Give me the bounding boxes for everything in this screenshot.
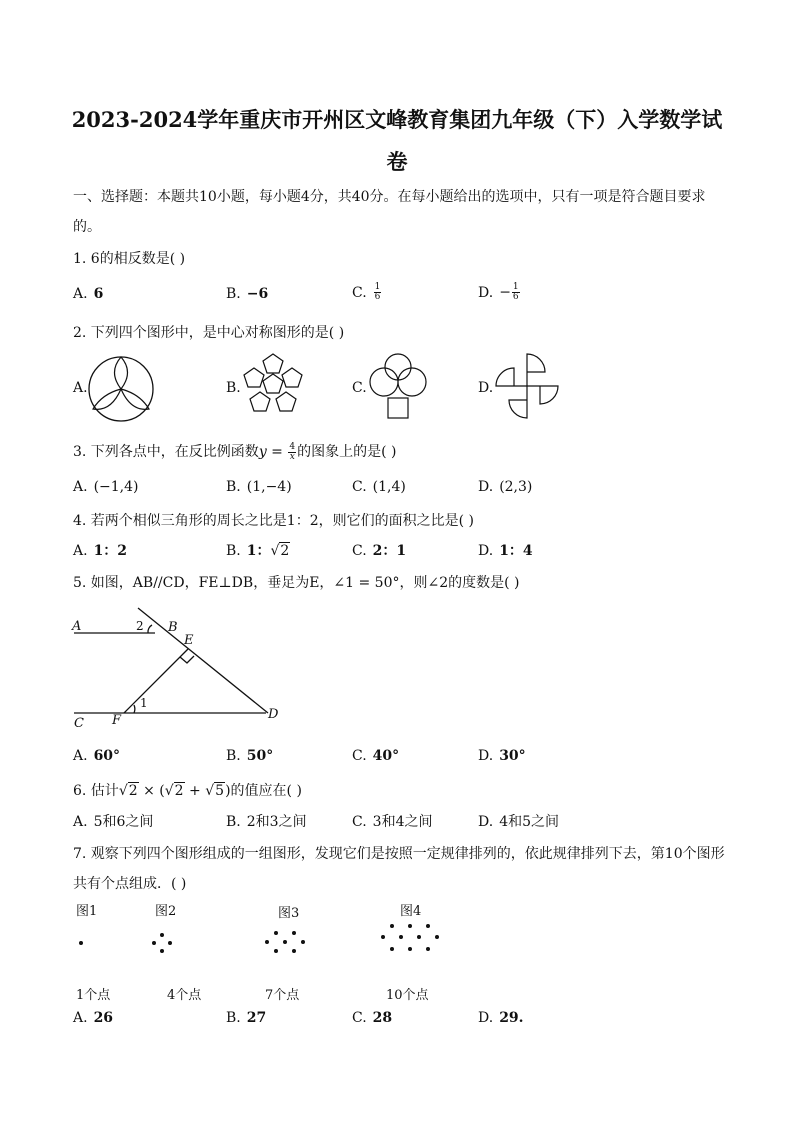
question-3-option-c[interactable]	[352, 479, 406, 495]
option-value: 6	[93, 286, 104, 302]
option-value: 3和4之间	[372, 814, 433, 830]
question-2-option-b-label[interactable]: B.	[226, 380, 241, 396]
question-3-option-a[interactable]	[73, 479, 138, 495]
option-label: D.	[478, 479, 494, 495]
page-title-line2: 卷	[386, 149, 408, 174]
option-value: 1：	[246, 543, 271, 559]
option-label: C.	[352, 1010, 367, 1026]
fraction-denominator: x	[289, 451, 295, 462]
question-7-option-a[interactable]	[73, 1010, 113, 1026]
option-label: A.	[73, 286, 88, 302]
fraction	[374, 283, 382, 302]
fraction	[512, 283, 520, 302]
option-label: B.	[226, 286, 241, 302]
option-value: 40°	[372, 748, 400, 764]
option-value: 2和3之间	[246, 814, 307, 830]
option-value: 28	[372, 1010, 393, 1026]
question-7-option-c[interactable]	[352, 1010, 392, 1026]
question-6-option-b[interactable]	[226, 811, 307, 831]
question-3-stem	[73, 441, 396, 462]
sqrt-radicand: 5	[215, 783, 225, 799]
question-1-option-c[interactable]	[352, 283, 382, 302]
figure-4-title: 图4	[400, 904, 422, 919]
question-5-stem: 5. 如图，AB//CD，FE⊥DB，垂足为E，∠1 = 50°，则∠2的度数是( )	[73, 575, 520, 591]
question-1-stem: 1. 6的相反数是( )	[73, 251, 186, 267]
question-5-option-c[interactable]	[352, 748, 399, 764]
option-label: C.	[352, 543, 367, 559]
option-label: B.	[226, 814, 241, 830]
option-value: 2：1	[372, 543, 407, 559]
fraction-denominator: 6	[374, 292, 381, 302]
label-a: A	[72, 619, 82, 634]
question-5-option-b[interactable]	[226, 748, 273, 764]
label-angle-1: 1	[140, 696, 148, 710]
option-value: (1,−4)	[246, 479, 292, 495]
question-6-option-c[interactable]	[352, 811, 433, 831]
option-label: D.	[478, 543, 494, 559]
question-3-option-d[interactable]	[478, 479, 532, 495]
question-7-option-b[interactable]	[226, 1010, 266, 1026]
question-1-option-b[interactable]	[226, 286, 268, 302]
question-7-stem-line2: 共有个点组成．( )	[73, 876, 187, 892]
label-d: D	[268, 707, 279, 722]
stem-text: )的值应在( )	[225, 783, 302, 799]
page-title-line1: 2023-2024学年重庆市开州区文峰教育集团九年级（下）入学数学试	[71, 107, 723, 132]
question-5-option-d[interactable]	[478, 748, 526, 764]
option-label: A.	[73, 543, 88, 559]
fraction-numerator: 1	[512, 282, 519, 292]
option-value: 30°	[499, 748, 526, 764]
figure-1-dots	[79, 941, 83, 945]
figure-3-dots	[265, 931, 305, 953]
figure-2-caption: 4个点	[167, 988, 202, 1003]
option-value: 50°	[246, 748, 274, 764]
question-4-option-a[interactable]	[73, 540, 127, 560]
minus-sign: −	[499, 284, 511, 301]
option-value: (2,3)	[499, 479, 533, 495]
question-4-option-d[interactable]	[478, 540, 533, 560]
circle-three-petals-figure	[86, 354, 156, 424]
figure-4-dots	[381, 924, 439, 951]
fraction-denominator: 6	[512, 292, 519, 302]
pinwheel-figure	[494, 352, 560, 420]
label-angle-2: 2	[136, 619, 144, 633]
option-label: D.	[478, 748, 494, 764]
question-2-stem: 2. 下列四个图形中，是中心对称图形的是( )	[73, 325, 345, 341]
label-f: F	[112, 713, 122, 728]
plus-sign: +	[184, 783, 206, 799]
option-value: (1,4)	[372, 479, 406, 495]
option-label: A.	[73, 748, 88, 764]
figure-1-caption: 1个点	[76, 988, 111, 1003]
question-7-stem-line1: 7. 观察下列四个图形组成的一组图形，发现它们是按照一定规律排列的，依此规律排列下去，第10个图形	[73, 846, 725, 862]
figure-1-title: 图1	[76, 904, 98, 919]
section-instructions-line2: 的。	[73, 219, 101, 235]
question-2-option-d-label[interactable]: D.	[478, 380, 494, 396]
figure-3-caption: 7个点	[265, 988, 300, 1003]
option-label: A.	[73, 814, 88, 830]
label-e: E	[184, 633, 194, 648]
sqrt-radicand: 2	[174, 783, 184, 799]
fraction-numerator: 1	[374, 282, 381, 292]
question-4-stem: 4. 若两个相似三角形的周长之比是1：2，则它们的面积之比是( )	[73, 513, 474, 529]
option-label: C.	[352, 814, 367, 830]
figure-2-title: 图2	[155, 904, 177, 919]
fraction	[288, 443, 296, 462]
option-label: B.	[226, 1010, 241, 1026]
question-2-option-c-label[interactable]: C.	[352, 380, 367, 396]
option-value: (−1,4)	[93, 479, 139, 495]
option-value: 60°	[93, 748, 121, 764]
option-value: 26	[93, 1010, 114, 1026]
question-3-option-b[interactable]	[226, 479, 292, 495]
stem-text: 6. 估计	[73, 783, 119, 799]
question-5-option-a[interactable]	[73, 748, 120, 764]
option-value: 1：2	[93, 543, 128, 559]
option-value: 27	[246, 1010, 267, 1026]
label-c: C	[74, 716, 84, 731]
option-label: D.	[478, 284, 494, 301]
pentagon-flower-figure	[238, 352, 308, 422]
option-label: D.	[478, 1010, 494, 1026]
question-4-option-b[interactable]: B. 1：√2	[226, 543, 290, 559]
option-label: C.	[352, 479, 367, 495]
option-label: B.	[226, 748, 241, 764]
question-6-option-a[interactable]	[73, 811, 153, 831]
stem-text: 3. 下列各点中，在反比例函数	[73, 444, 259, 460]
sqrt-radicand: 2	[280, 543, 290, 559]
option-label: D.	[478, 814, 494, 830]
stem-text: 的图象上的是( )	[297, 444, 397, 460]
three-circles-square-figure	[366, 352, 430, 422]
label-b: B	[168, 620, 178, 635]
option-label: B.	[226, 479, 241, 495]
sqrt-radicand: 2	[128, 783, 138, 799]
section-instructions-line1: 一、选择题：本题共10小题，每小题4分，共40分。在每小题给出的选项中，只有一项是符合题目要求	[73, 189, 706, 205]
option-value: 4和5之间	[499, 814, 560, 830]
option-value: −6	[246, 286, 269, 302]
dot-pattern-figures	[70, 918, 460, 968]
times-sign: × (	[138, 783, 165, 799]
option-label: C.	[352, 284, 367, 301]
figure-3-title: 图3	[278, 906, 300, 921]
option-label: A.	[73, 479, 88, 495]
question-1-option-a[interactable]	[73, 286, 103, 302]
option-value: 1：4	[499, 543, 533, 559]
question-2-option-a-label[interactable]: A.	[73, 380, 88, 396]
question-7-option-d[interactable]	[478, 1010, 524, 1026]
question-6-stem: 6. 估计√2 × (√2 + √5)的值应在( )	[73, 783, 302, 799]
option-value: 29.	[499, 1010, 524, 1026]
question-4-option-c[interactable]	[352, 540, 406, 560]
option-value: 5和6之间	[93, 814, 154, 830]
figure-4-caption: 10个点	[386, 988, 429, 1003]
option-label: C.	[352, 748, 367, 764]
option-label: A.	[73, 1010, 88, 1026]
question-6-option-d[interactable]	[478, 811, 559, 831]
parallel-lines-geometry-figure	[70, 606, 286, 732]
figure-2-dots	[152, 933, 172, 953]
fraction-numerator: 4	[289, 441, 296, 452]
function-y: y =	[258, 444, 288, 460]
option-label: B.	[226, 543, 241, 559]
question-1-option-d[interactable]	[478, 283, 521, 302]
